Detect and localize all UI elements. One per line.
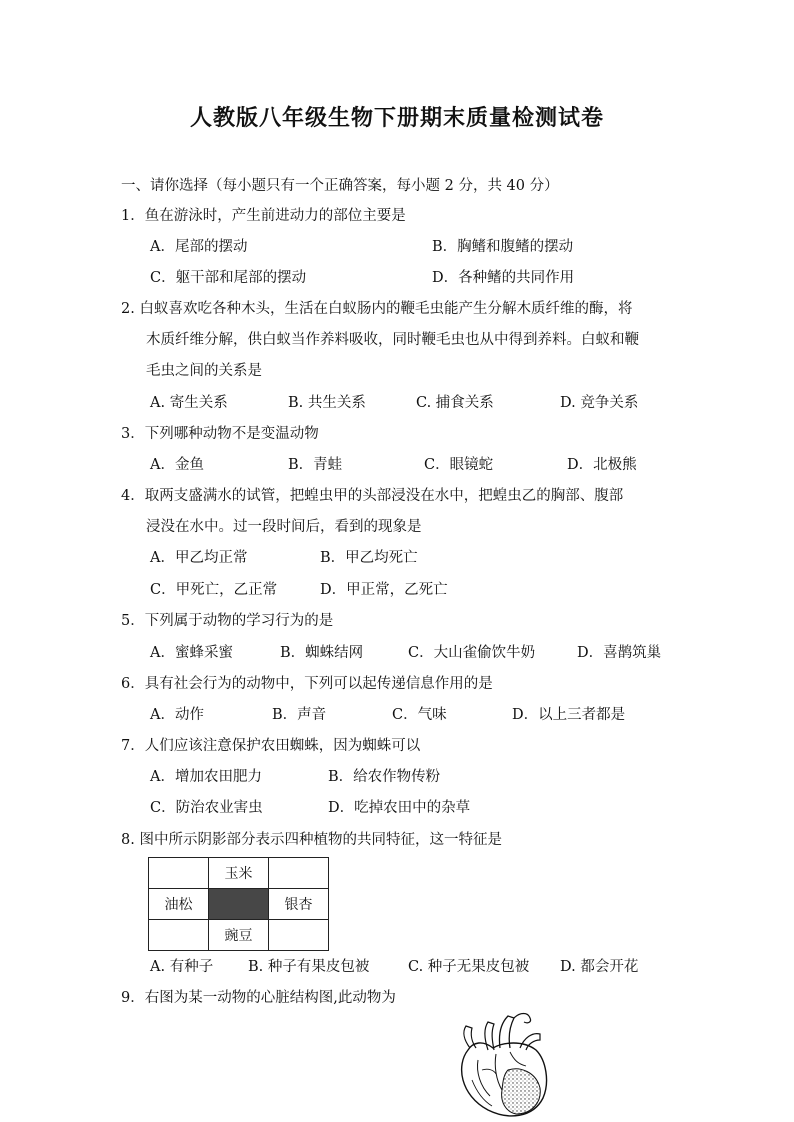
q7-option-d: D．吃掉农田中的杂草	[328, 800, 471, 816]
q4-option-a: A．甲乙均正常	[150, 550, 248, 566]
question-3-stem: 3．下列哪种动物不是变温动物	[121, 426, 319, 442]
grid-cell-empty	[149, 858, 209, 889]
q8-option-b: B. 种子有果皮包被	[248, 959, 370, 975]
q5-option-a: A．蜜蜂采蜜	[150, 645, 233, 661]
q6-option-b: B．声音	[272, 707, 327, 723]
question-9-stem: 9．右图为某一动物的心脏结构图,此动物为	[121, 990, 396, 1006]
plant-feature-grid	[148, 857, 329, 951]
q2-option-a: A. 寄生关系	[150, 395, 228, 411]
q6-option-a: A．动作	[150, 707, 204, 723]
section-heading: 一、请你选择（每小题只有一个正确答案，每小题 2 分，共 40 分）	[121, 178, 559, 194]
q2-option-c: C. 捕食关系	[416, 395, 494, 411]
q8-option-a: A. 有种子	[150, 959, 214, 975]
q5-option-d: D．喜鹊筑巢	[577, 645, 662, 661]
q8-option-c: C. 种子无果皮包被	[408, 959, 530, 975]
q3-option-a: A．金鱼	[150, 457, 204, 473]
question-2-stem-line2: 木质纤维分解，供白蚁当作养料吸收，同时鞭毛虫也从中得到养料。白蚁和鞭	[146, 332, 639, 348]
q2-option-b: B. 共生关系	[288, 395, 366, 411]
page-title: 人教版八年级生物下册期末质量检测试卷	[189, 105, 604, 131]
q4-option-d: D．甲正常，乙死亡	[320, 582, 448, 598]
grid-cell-ginkgo: 银杏	[269, 889, 329, 920]
q7-option-a: A．增加农田肥力	[150, 769, 262, 785]
grid-cell-empty	[269, 920, 329, 951]
question-7-stem: 7．人们应该注意保护农田蜘蛛，因为蜘蛛可以	[121, 738, 421, 754]
q7-option-b: B．给农作物传粉	[328, 769, 441, 785]
grid-cell-empty	[149, 920, 209, 951]
grid-cell-shaded	[209, 889, 269, 920]
q6-option-d: D．以上三者都是	[512, 707, 626, 723]
q6-option-c: C．气味	[392, 707, 447, 723]
grid-cell-pine: 油松	[149, 889, 209, 920]
q8-option-d: D. 都会开花	[560, 959, 639, 975]
grid-cell-empty	[269, 858, 329, 889]
q3-option-b: B．青蛙	[288, 457, 343, 473]
question-1-stem: 1．鱼在游泳时，产生前进动力的部位主要是	[121, 208, 406, 224]
question-6-stem: 6．具有社会行为的动物中，下列可以起传递信息作用的是	[121, 676, 493, 692]
q4-option-c: C．甲死亡，乙正常	[150, 582, 278, 598]
q7-option-c: C．防治农业害虫	[150, 800, 263, 816]
question-5-stem: 5．下列属于动物的学习行为的是	[121, 613, 334, 629]
question-8-stem: 8. 图中所示阴影部分表示四种植物的共同特征，这一特征是	[121, 832, 502, 848]
q2-option-d: D. 竞争关系	[560, 395, 639, 411]
heart-structure-icon	[448, 1010, 558, 1122]
q1-option-a: A．尾部的摆动	[150, 239, 248, 255]
question-2-stem-line3: 毛虫之间的关系是	[146, 363, 262, 379]
grid-cell-corn: 玉米	[209, 858, 269, 889]
q5-option-b: B．蜘蛛结网	[280, 645, 364, 661]
q1-option-d: D．各种鳍的共同作用	[432, 270, 575, 286]
q5-option-c: C．大山雀偷饮牛奶	[408, 645, 536, 661]
q1-option-c: C．躯干部和尾部的摆动	[150, 270, 307, 286]
question-4-stem-line1: 4．取两支盛满水的试管，把蝗虫甲的头部浸没在水中，把蝗虫乙的胸部、腹部	[121, 488, 624, 504]
question-2-stem-line1: 2. 白蚁喜欢吃各种木头，生活在白蚁肠内的鞭毛虫能产生分解木质纤维的酶，将	[121, 301, 633, 317]
q1-option-b: B．胸鳍和腹鳍的摆动	[432, 239, 574, 255]
q3-option-d: D．北极熊	[567, 457, 637, 473]
grid-cell-pea: 豌豆	[209, 920, 269, 951]
q3-option-c: C．眼镜蛇	[424, 457, 494, 473]
q4-option-b: B．甲乙均死亡	[320, 550, 418, 566]
question-4-stem-line2: 浸没在水中。过一段时间后，看到的现象是	[146, 519, 422, 535]
